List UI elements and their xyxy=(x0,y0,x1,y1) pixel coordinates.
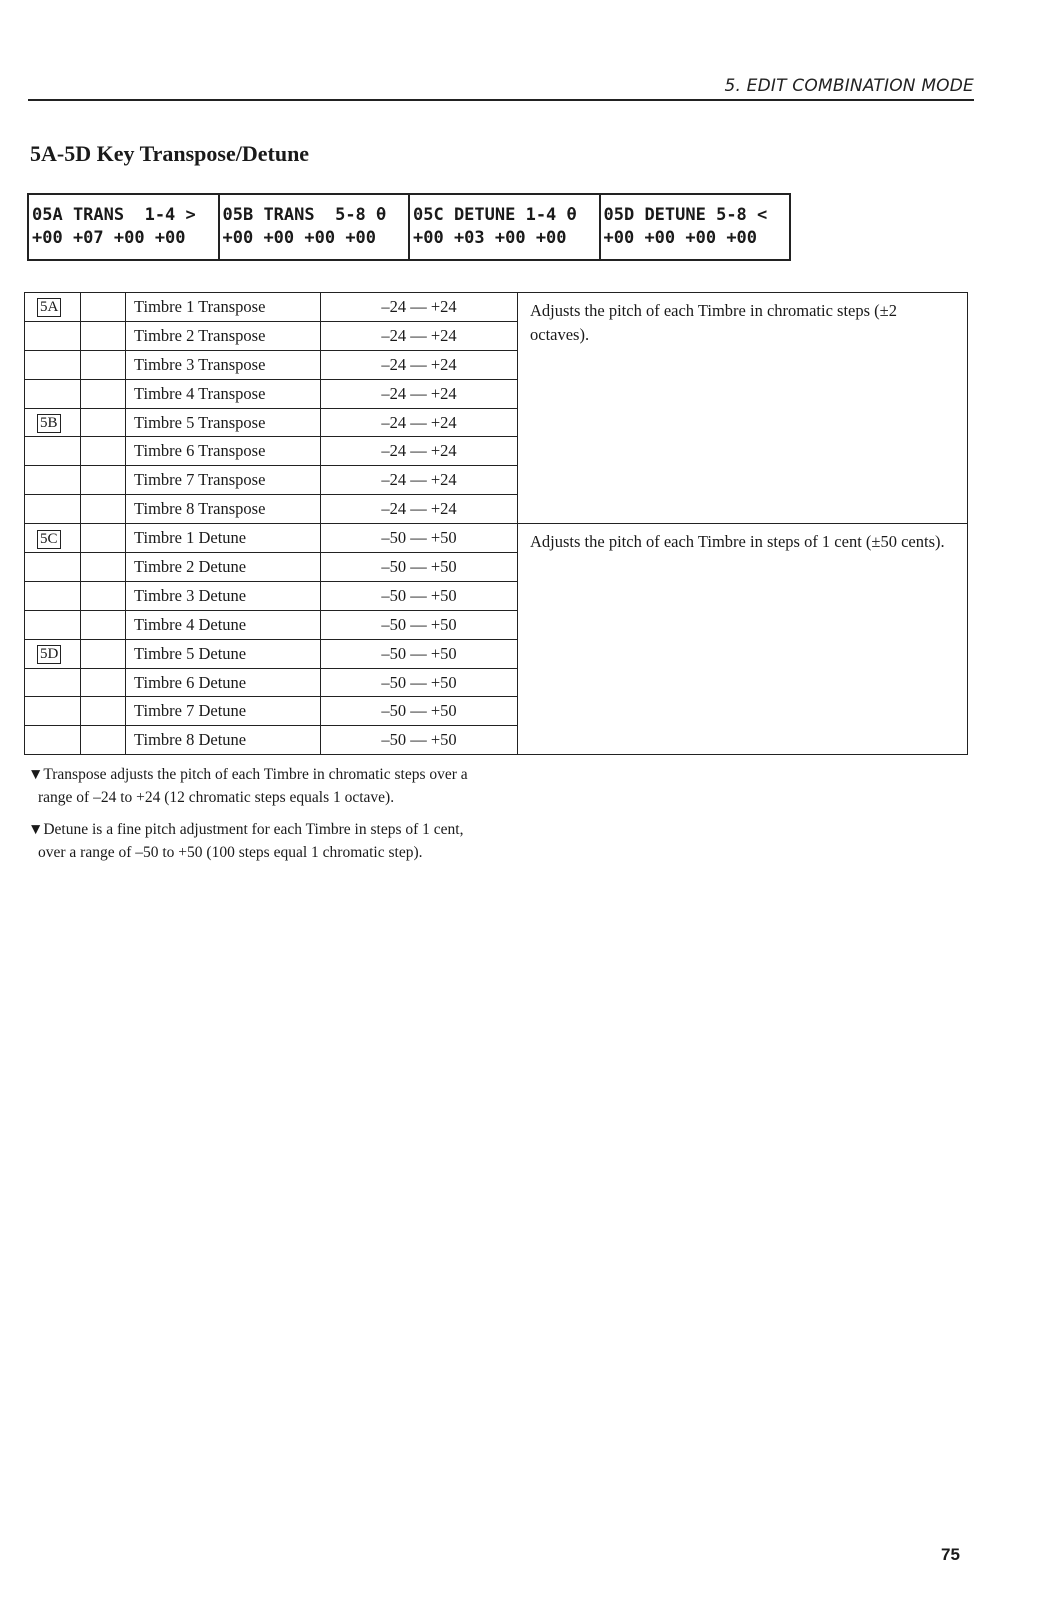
param-id-cell xyxy=(25,466,81,495)
param-id-cell xyxy=(25,379,81,408)
blank-cell xyxy=(81,726,126,755)
param-name: Timbre 8 Transpose xyxy=(126,495,321,524)
param-range: –50 — +50 xyxy=(321,581,518,610)
blank-cell xyxy=(81,293,126,322)
param-name: Timbre 1 Transpose xyxy=(126,293,321,322)
lcd-cell-05d xyxy=(601,195,790,259)
param-name: Timbre 5 Detune xyxy=(126,639,321,668)
param-range: –24 — +24 xyxy=(321,379,518,408)
param-id-cell xyxy=(25,437,81,466)
param-name: Timbre 3 Detune xyxy=(126,581,321,610)
parameter-table xyxy=(24,292,968,755)
lcd-cell-05b xyxy=(220,195,411,259)
blank-cell xyxy=(81,466,126,495)
blank-cell xyxy=(81,581,126,610)
param-range: –24 — +24 xyxy=(321,495,518,524)
table-row xyxy=(25,524,968,553)
param-name: Timbre 4 Detune xyxy=(126,610,321,639)
param-id-cell xyxy=(25,524,81,553)
param-range: –24 — +24 xyxy=(321,293,518,322)
param-id-cell xyxy=(25,495,81,524)
param-id-cell xyxy=(25,553,81,582)
header-rule xyxy=(28,99,974,101)
running-head: 5. EDIT COMBINATION MODE xyxy=(724,76,974,96)
param-name: Timbre 1 Detune xyxy=(126,524,321,553)
blank-cell xyxy=(81,495,126,524)
lcd-cell-05a xyxy=(29,195,220,259)
param-id-cell xyxy=(25,668,81,697)
blank-cell xyxy=(81,379,126,408)
lcd-cell-05c xyxy=(410,195,601,259)
lcd-line: 05D DETUNE 5-8 < xyxy=(603,205,768,225)
param-id-cell xyxy=(25,321,81,350)
page-number: 75 xyxy=(941,1545,960,1564)
note-detune: ▼Detune is a fine pitch adjustment for each Timbre in steps of 1 cent, over a range of –50 to +50 (100 steps equal 1 chromatic step). xyxy=(28,821,464,861)
blank-cell xyxy=(81,610,126,639)
lcd-line: 05C DETUNE 1-4 θ xyxy=(413,205,577,225)
param-range: –50 — +50 xyxy=(321,553,518,582)
lcd-line: +00 +07 +00 +00 xyxy=(32,228,186,248)
param-name: Timbre 8 Detune xyxy=(126,726,321,755)
param-range: –50 — +50 xyxy=(321,668,518,697)
blank-cell xyxy=(81,524,126,553)
param-range: –50 — +50 xyxy=(321,697,518,726)
parameter-table-body xyxy=(25,293,968,755)
blank-cell xyxy=(81,668,126,697)
detune-description: Adjusts the pitch of each Timbre in steps of 1 cent (±50 cents). xyxy=(518,524,968,755)
param-name: Timbre 7 Transpose xyxy=(126,466,321,495)
param-range: –50 — +50 xyxy=(321,639,518,668)
param-name: Timbre 3 Transpose xyxy=(126,350,321,379)
param-id-cell xyxy=(25,408,81,437)
param-name: Timbre 2 Transpose xyxy=(126,321,321,350)
param-range: –50 — +50 xyxy=(321,524,518,553)
param-id-cell xyxy=(25,697,81,726)
param-id: 5A xyxy=(37,298,61,317)
param-name: Timbre 4 Transpose xyxy=(126,379,321,408)
param-name: Timbre 6 Transpose xyxy=(126,437,321,466)
blank-cell xyxy=(81,697,126,726)
param-range: –24 — +24 xyxy=(321,437,518,466)
blank-cell xyxy=(81,437,126,466)
lcd-line: +00 +00 +00 +00 xyxy=(603,228,758,248)
param-id: 5D xyxy=(37,645,61,664)
param-range: –24 — +24 xyxy=(321,350,518,379)
param-range: –24 — +24 xyxy=(321,466,518,495)
param-range: –50 — +50 xyxy=(321,726,518,755)
blank-cell xyxy=(81,553,126,582)
param-range: –24 — +24 xyxy=(321,408,518,437)
param-id-cell xyxy=(25,581,81,610)
table-row xyxy=(25,293,968,322)
blank-cell xyxy=(81,350,126,379)
lcd-line: +00 +00 +00 +00 xyxy=(222,228,377,248)
param-name: Timbre 6 Detune xyxy=(126,668,321,697)
param-id: 5C xyxy=(37,530,61,549)
param-id-cell xyxy=(25,610,81,639)
blank-cell xyxy=(81,321,126,350)
lcd-line: 05A TRANS 1-4 > xyxy=(32,205,196,225)
note-transpose: ▼Transpose adjusts the pitch of each Timbre in chromatic steps over a range of –24 to +24 (12 chromatic steps equals 1 octave). xyxy=(28,766,468,806)
lcd-display-strip xyxy=(27,193,791,261)
param-id-cell xyxy=(25,639,81,668)
transpose-description: Adjusts the pitch of each Timbre in chromatic steps (±2 octaves). xyxy=(518,293,968,524)
notes xyxy=(28,764,478,874)
param-id-cell xyxy=(25,293,81,322)
param-range: –50 — +50 xyxy=(321,610,518,639)
param-name: Timbre 2 Detune xyxy=(126,553,321,582)
param-id-cell xyxy=(25,350,81,379)
lcd-line: 05B TRANS 5-8 θ xyxy=(222,205,387,225)
param-id-cell xyxy=(25,726,81,755)
param-range: –24 — +24 xyxy=(321,321,518,350)
param-name: Timbre 7 Detune xyxy=(126,697,321,726)
param-id: 5B xyxy=(37,414,61,433)
param-name: Timbre 5 Transpose xyxy=(126,408,321,437)
blank-cell xyxy=(81,408,126,437)
blank-cell xyxy=(81,639,126,668)
lcd-line: +00 +03 +00 +00 xyxy=(413,228,567,248)
section-title: 5A-5D Key Transpose/Detune xyxy=(30,141,310,166)
